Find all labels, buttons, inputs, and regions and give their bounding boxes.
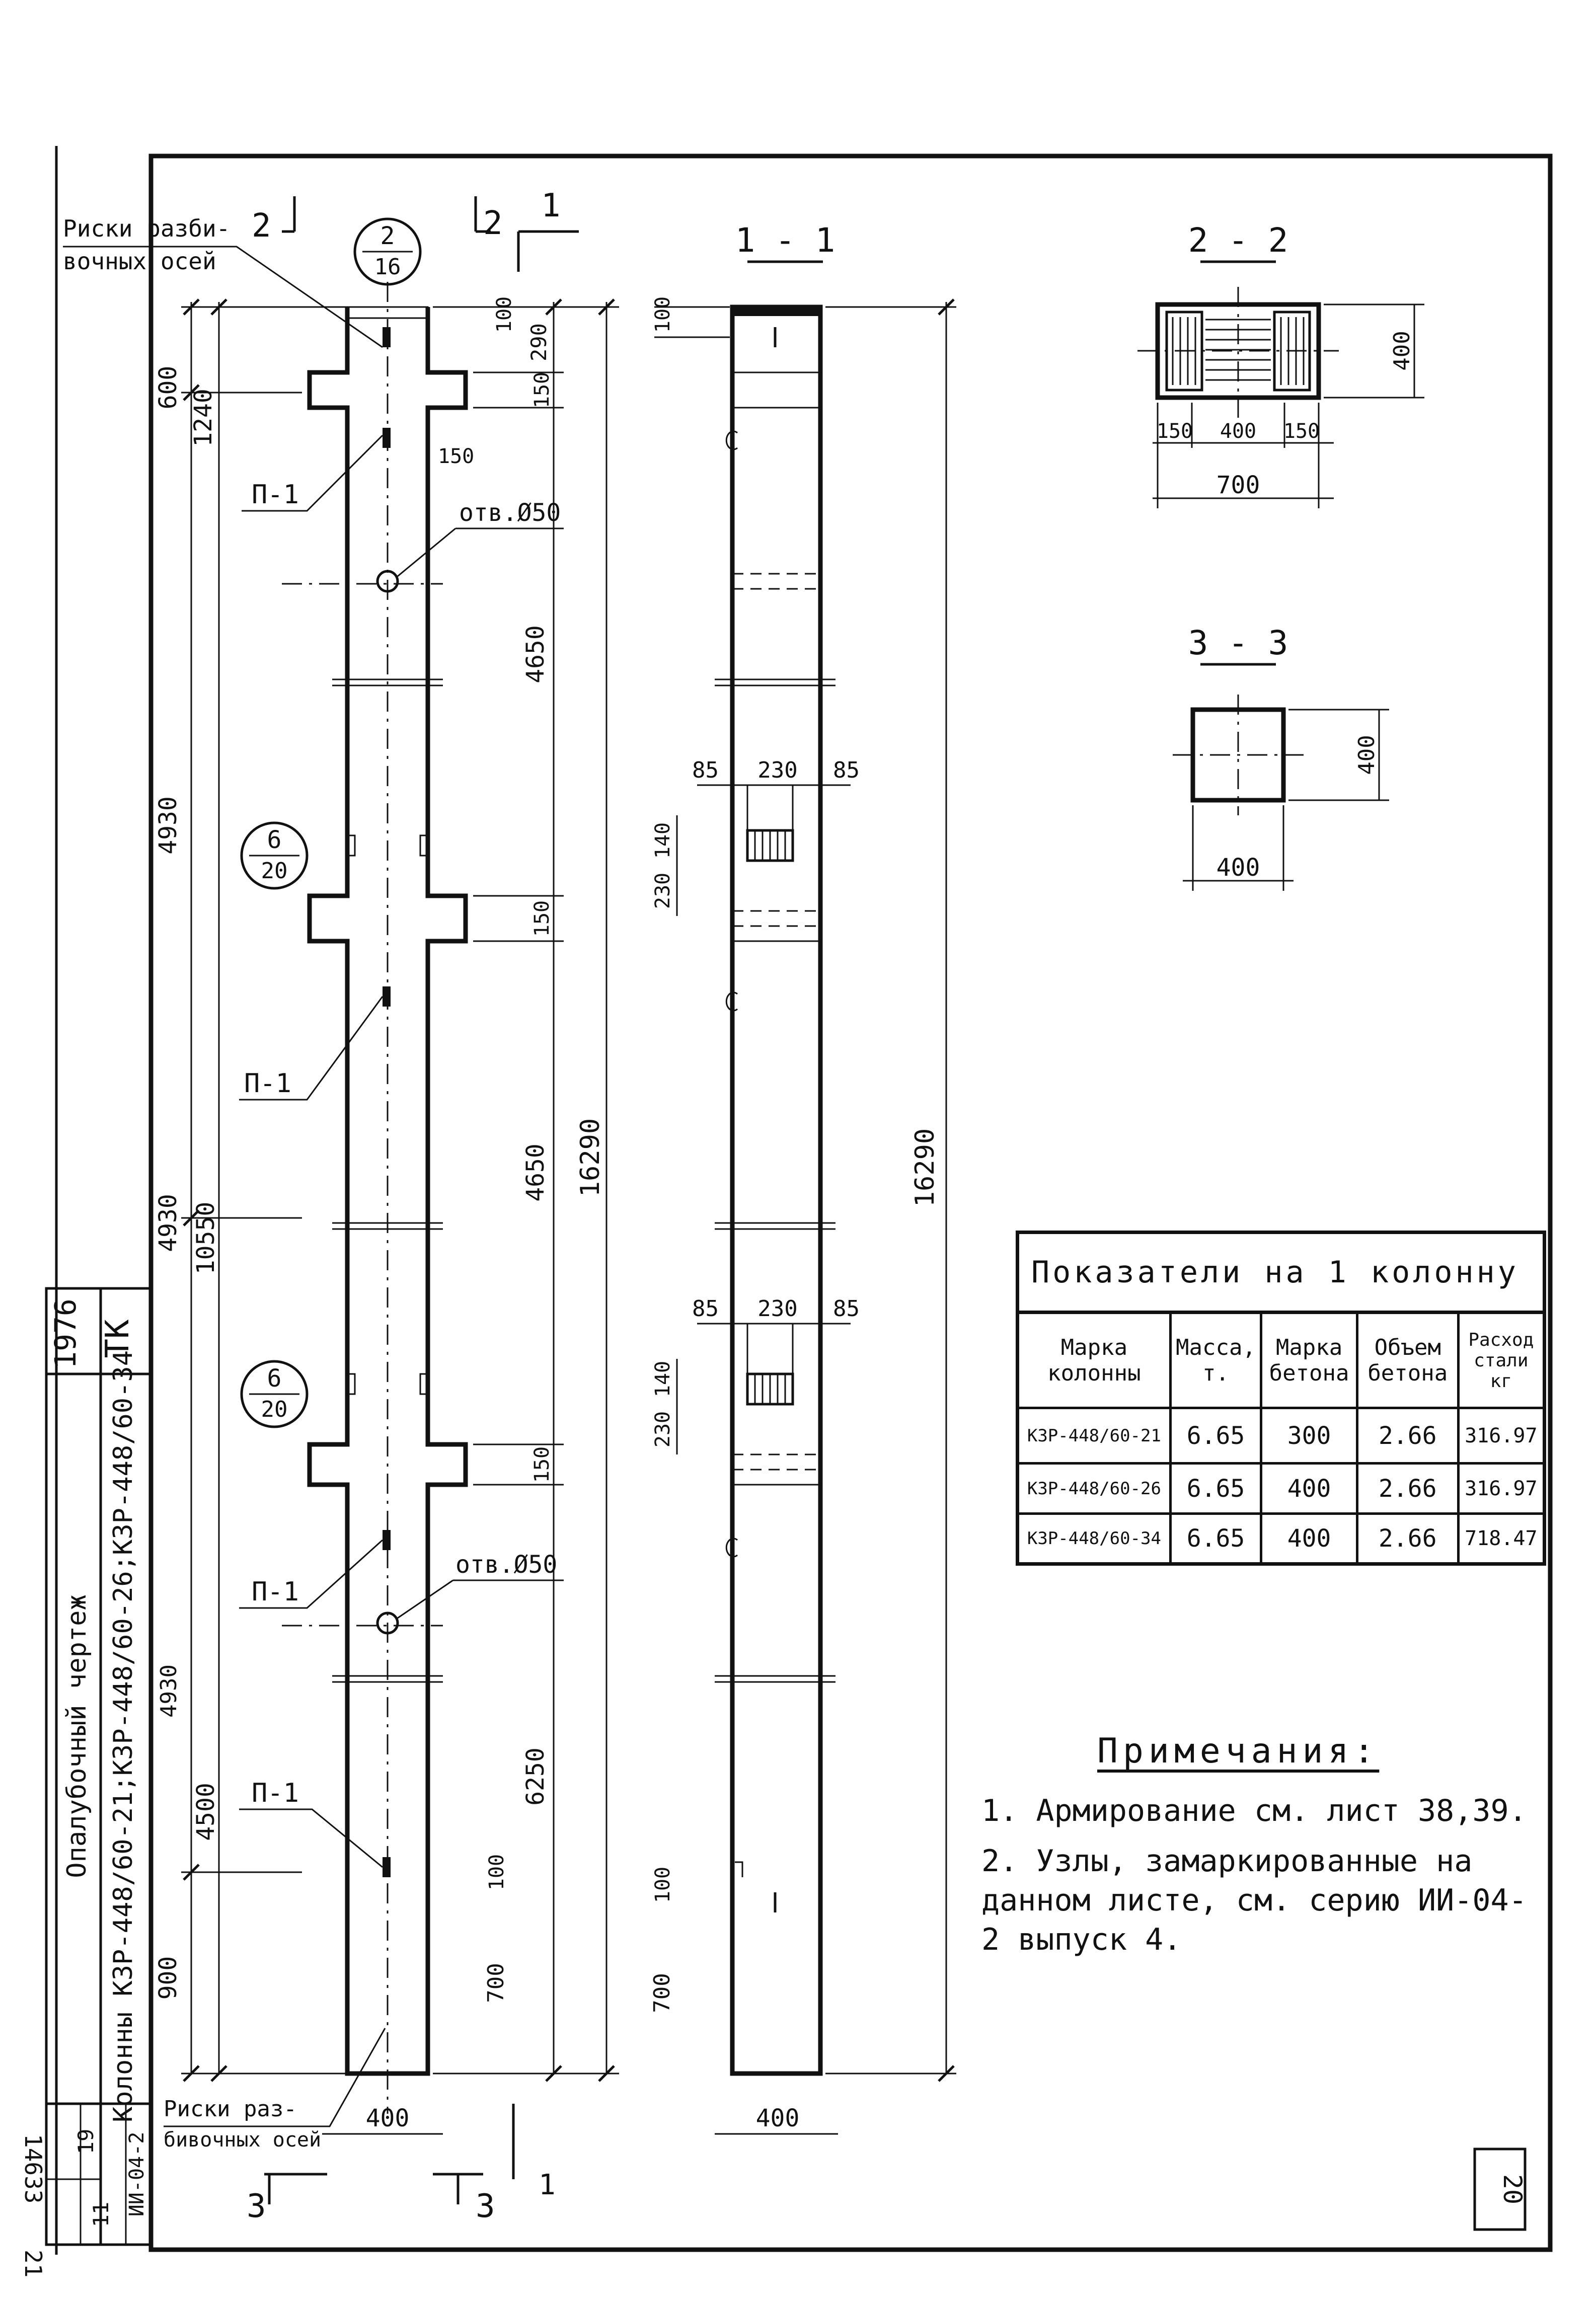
node-marker-2-16 [355, 219, 420, 284]
side-dim-16290: 16290 [910, 1128, 940, 1207]
section-3-3 [1173, 624, 1389, 891]
tb-name-line2: Опалубочный чертеж [62, 1594, 92, 1878]
svg-text:16: 16 [374, 254, 401, 280]
dim-150-c: 150 [530, 1446, 554, 1483]
dim-16290-main: 16290 [575, 1118, 605, 1197]
svg-text:2: 2 [252, 207, 271, 245]
tb-series: ИИ-04-2 [125, 2131, 148, 2217]
section-3-title: 3 - 3 [1188, 624, 1288, 662]
hole-label-1: отв.Ø50 [459, 499, 561, 527]
page-number: 20 [1498, 2174, 1527, 2205]
dim-4650-b: 4650 [521, 1143, 550, 1202]
side-dim-85-d: 85 [833, 1296, 860, 1322]
dim-4650-a: 4650 [521, 625, 550, 683]
svg-text:3: 3 [476, 2188, 495, 2225]
side-dim-230-b: 230 [651, 872, 674, 909]
dim-4930-b: 4930 [154, 1194, 182, 1252]
side-dim-100-b: 100 [651, 1866, 674, 1903]
axes-label-top-2: вочных осей [63, 248, 216, 275]
section-3-dim-400-v: 400 [1354, 735, 1380, 775]
section-3-dim-400-h: 400 [1216, 854, 1260, 882]
dim-1240: 1240 [189, 389, 217, 447]
side-dim-400: 400 [755, 2104, 800, 2132]
th-mass: Масса, т. [1170, 1313, 1261, 1408]
tb-sheet: 11 [89, 2201, 113, 2228]
insert-label-2: П-1 [244, 1068, 291, 1099]
indicators-table [1016, 1231, 1546, 1566]
side-dim-140-b: 140 [651, 1360, 674, 1398]
insert-label-4: П-1 [252, 1778, 299, 1808]
table-row: К3Р-448/60-26 6.65 400 2.66 316.97 [1018, 1464, 1545, 1514]
dim-400-main: 400 [365, 2104, 410, 2132]
dim-6250: 6250 [521, 1747, 550, 1806]
side-dim-230-a: 230 [757, 757, 798, 783]
node-marker-6-20-a [242, 823, 307, 888]
table-row: К3Р-448/60-21 6.65 300 2.66 316.97 [1018, 1408, 1545, 1464]
side-view-1-1 [649, 221, 956, 2134]
side-dim-85-a: 85 [692, 757, 719, 783]
note-item-1: 1. Армирование см. лист 38,39. [981, 1793, 1527, 1828]
axes-label-bottom-1: Риски раз- [164, 2096, 297, 2122]
table-title: Показатели на 1 колонну [1018, 1233, 1545, 1313]
dim-4930-a: 4930 [154, 796, 182, 855]
dim-150-b: 150 [530, 900, 554, 937]
svg-text:3: 3 [247, 2188, 266, 2225]
side-dim-700: 700 [649, 1973, 675, 2013]
side-view-title: 1 - 1 [735, 221, 835, 260]
dim-4930-c: 4930 [156, 1664, 182, 1718]
side-dim-230-d: 230 [651, 1411, 674, 1448]
title-block [46, 1288, 151, 2245]
dim-150-side: 150 [438, 445, 475, 468]
section-2-dim-400: 400 [1389, 331, 1415, 371]
tb-year: 1976 [48, 1298, 83, 1369]
svg-text:2: 2 [380, 222, 395, 250]
side-dim-100: 100 [651, 296, 674, 333]
section-2-dim-150-a: 150 [1156, 420, 1193, 443]
side-dim-85-c: 85 [692, 1296, 719, 1322]
th-concrete: Марка бетона [1261, 1313, 1357, 1408]
tb-org: ТК [99, 1319, 136, 1358]
section-2-dim-700: 700 [1216, 471, 1260, 499]
section-2-2 [1137, 221, 1424, 508]
tb-issue: 19 [73, 2128, 98, 2155]
side-dim-85-b: 85 [833, 757, 860, 783]
dim-100: 100 [493, 296, 516, 333]
inventory-number: 14633 [20, 2134, 47, 2204]
side-dim-230-c: 230 [757, 1296, 798, 1322]
dim-10550: 10550 [192, 1201, 220, 1275]
svg-text:2: 2 [483, 205, 503, 242]
notes-title: Примечания: [1097, 1731, 1380, 1771]
side-dim-140-a: 140 [651, 822, 674, 859]
table-row: К3Р-448/60-34 6.65 400 2.66 718.47 [1018, 1514, 1545, 1564]
notes [981, 1731, 1535, 1970]
axes-label-bottom-2: бивочных осей [164, 2128, 322, 2152]
insert-label-3: П-1 [252, 1577, 299, 1607]
section-2-dim-150-b: 150 [1283, 420, 1320, 443]
th-mark: Марка колонны [1018, 1313, 1171, 1408]
dim-4500: 4500 [192, 1783, 220, 1841]
insert-label-1: П-1 [252, 480, 299, 510]
node-marker-6-20-b [242, 1361, 307, 1427]
dim-900: 900 [154, 1956, 182, 2000]
dim-290: 290 [526, 323, 551, 361]
svg-text:20: 20 [261, 858, 288, 884]
svg-text:20: 20 [261, 1397, 288, 1422]
section-2-dim-400-inner: 400 [1220, 420, 1257, 443]
th-steel: Расход стали кг [1458, 1313, 1544, 1408]
tb-name-line1: Колонны К3Р-448/60-21;К3Р-448/60-26;К3Р-448/60-34 [108, 1350, 138, 2123]
dim-100-b: 100 [485, 1854, 508, 1891]
note-item-2: 2. Узлы, замаркированные на данном листе, см. серию ИИ-04-2 выпуск 4. [981, 1844, 1527, 1957]
svg-text:6: 6 [267, 1364, 282, 1393]
section-cut-2-1 [252, 187, 579, 272]
dim-700: 700 [483, 1963, 509, 2003]
svg-text:6: 6 [267, 826, 282, 854]
axes-label-top-1: Риски разби- [63, 215, 231, 242]
hole-label-2: отв.Ø50 [455, 1551, 558, 1579]
svg-text:1: 1 [539, 2169, 556, 2201]
th-volume: Объем бетона [1357, 1313, 1458, 1408]
section-2-title: 2 - 2 [1188, 221, 1288, 260]
main-column-view [63, 187, 619, 2225]
dim-150-a: 150 [530, 371, 554, 409]
dim-600: 600 [154, 365, 182, 410]
svg-text:1: 1 [541, 187, 561, 224]
margin-number: 21 [20, 2250, 47, 2278]
